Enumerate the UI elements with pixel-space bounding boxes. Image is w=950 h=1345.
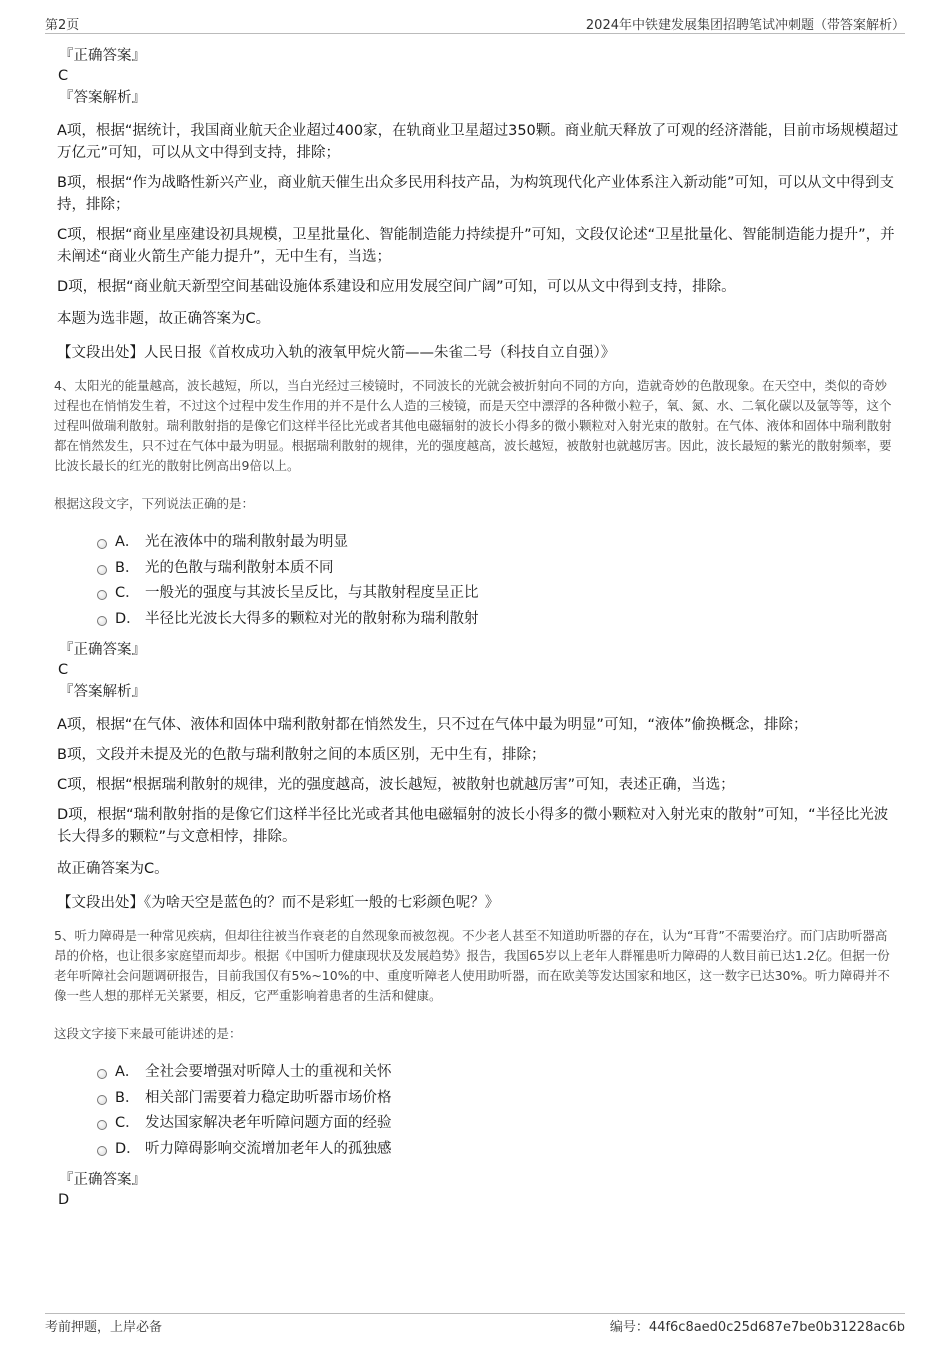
document-title: 2024年中铁建发展集团招聘笔试冲刺题（带答案解析）: [585, 18, 905, 33]
analysis-paragraph: C项，根据“商业星座建设初具规模，卫星批量化、智能制造能力持续提升”可知，文段仅论述“卫星批量化、智能制造能力提升”，并未阐述“商业火箭生产能力提升”，无中生有，当选；: [57, 227, 895, 265]
question-prompt: 根据这段文字，下列说法正确的是：: [54, 496, 255, 511]
analysis-paragraph: B项，文段并未提及光的色散与瑞利散射之间的本质区别，无中生有，排除；: [57, 747, 546, 763]
correct-answer-value: C: [58, 68, 69, 84]
page-footer: [45, 1313, 905, 1335]
page-content: [54, 46, 899, 1210]
radio-icon[interactable]: [97, 590, 107, 600]
page-header: [45, 14, 905, 34]
question-text: 4、太阳光的能量越高，波长越短，所以，当白光经过三棱镜时，不同波长的光就会被折射向不同的方向，造就奇妙的色散现象。在天空中，类似的奇妙过程也在悄悄发生着，不过这个过程中发生作用的并不是什么人造的三棱镜，而是天空中漂浮的各种微小粒子，氧、氮、水、二氧化碳以及氩等等，这个过程叫做瑞利散射。瑞利散射指的是像它们这样半径比光或者其他电磁辐射的波长小得多的微小颗粒对入射光束的散射。在气体、液体和固体中瑞利散射都在悄然发生，只不过在气体中最为明显。根据瑞利散射的规律，光的强度越高，波长越短，被散射也就越厉害。因此，波长最短的紫光的散射频率，要比波长最长的红光的散射比例高出9倍以上。: [54, 378, 892, 473]
analysis-paragraph: D项，根据“瑞利散射指的是像它们这样半径比光或者其他电磁辐射的波长小得多的微小颗粒对入射光束的散射”可知，“半径比光波长大得多的颗粒”与文意相悖，排除。: [57, 807, 889, 845]
radio-icon[interactable]: [97, 1069, 107, 1079]
correct-answer-label: 『正确答案』: [59, 642, 146, 658]
correct-answer-label: 『正确答案』: [59, 48, 146, 64]
footer-slogan: 考前押题，上岸必备: [45, 1320, 163, 1335]
option-c[interactable]: C． 一般光的强度与其波长呈反比，与其散射程度呈正比: [97, 581, 899, 607]
radio-icon[interactable]: [97, 616, 107, 626]
option-b[interactable]: B． 光的色散与瑞利散射本质不同: [97, 556, 899, 582]
correct-answer-label: 『正确答案』: [59, 1172, 146, 1188]
analysis-paragraph: A项，根据“据统计，我国商业航天企业超过400家，在轨商业卫星超过350颗。商业航天释放了可观的经济潜能，目前市场规模超过万亿元”可知，可以从文中得到支持，排除；: [57, 123, 899, 161]
analysis-conclusion: 本题为选非题，故正确答案为C。: [57, 311, 271, 327]
option-d[interactable]: D． 半径比光波长大得多的颗粒对光的散射称为瑞利散射: [97, 607, 899, 633]
radio-icon[interactable]: [97, 539, 107, 549]
option-list: [97, 1060, 899, 1162]
document-code: 编号：44f6c8aed0c25d687e7be0b31228ac6b: [609, 1320, 905, 1335]
option-d[interactable]: D． 听力障碍影响交流增加老年人的孤独感: [97, 1137, 899, 1163]
option-a[interactable]: A． 光在液体中的瑞利散射最为明显: [97, 530, 899, 556]
analysis-paragraph: B项，根据“作为战略性新兴产业，商业航天催生出众多民用科技产品，为构筑现代化产业体系注入新动能”可知，可以从文中得到支持，排除；: [57, 175, 894, 213]
radio-icon[interactable]: [97, 565, 107, 575]
question-text: 5、听力障碍是一种常见疾病，但却往往被当作衰老的自然现象而被忽视。不少老人甚至不知道助听器的存在，认为“耳背”不需要治疗。而门店助听器高昂的价格，也让很多家庭望而却步。根据《中国听力健康现状及发展趋势》报告，我国65岁以上老年人群罹患听力障碍的人数目前已达1.2亿。但据一份老年听障社会问题调研报告，目前我国仅有5%~10%的中、重度听障老人使用助听器，而在欧美等发达国家和地区，这一数字已达30%。听力障碍并不像一些人想的那样无关紧要，相反，它严重影响着患者的生活和健康。: [54, 928, 890, 1003]
analysis-paragraph: A项，根据“在气体、液体和固体中瑞利散射都在悄然发生，只不过在气体中最为明显”可知，“液体”偷换概念，排除；: [57, 717, 808, 733]
radio-icon[interactable]: [97, 1146, 107, 1156]
radio-icon[interactable]: [97, 1120, 107, 1130]
analysis-label: 『答案解析』: [59, 90, 146, 106]
radio-icon[interactable]: [97, 1095, 107, 1105]
option-a[interactable]: A． 全社会要增强对听障人士的重视和关怀: [97, 1060, 899, 1086]
correct-answer-value: C: [58, 662, 69, 678]
option-c[interactable]: C． 发达国家解决老年听障问题方面的经验: [97, 1111, 899, 1137]
option-b[interactable]: B． 相关部门需要着力稳定助听器市场价格: [97, 1086, 899, 1112]
option-list: [97, 530, 899, 632]
analysis-label: 『答案解析』: [59, 684, 146, 700]
source-citation: 【文段出处】《为啥天空是蓝色的？而不是彩虹一般的七彩颜色呢？》: [57, 895, 500, 911]
analysis-conclusion: 故正确答案为C。: [57, 861, 169, 877]
analysis-paragraph: D项，根据“商业航天新型空间基础设施体系建设和应用发展空间广阔”可知，可以从文中得到支持，排除。: [57, 279, 736, 295]
source-citation: 【文段出处】人民日报《首枚成功入轨的液氧甲烷火箭——朱雀二号（科技自立自强）》: [57, 345, 616, 361]
analysis-paragraph: C项，根据“根据瑞利散射的规律，光的强度越高，波长越短，被散射也就越厉害”可知，表述正确，当选；: [57, 777, 735, 793]
page-number: 第2页: [45, 18, 80, 33]
question-prompt: 这段文字接下来最可能讲述的是：: [54, 1026, 242, 1041]
correct-answer-value: D: [58, 1192, 70, 1208]
